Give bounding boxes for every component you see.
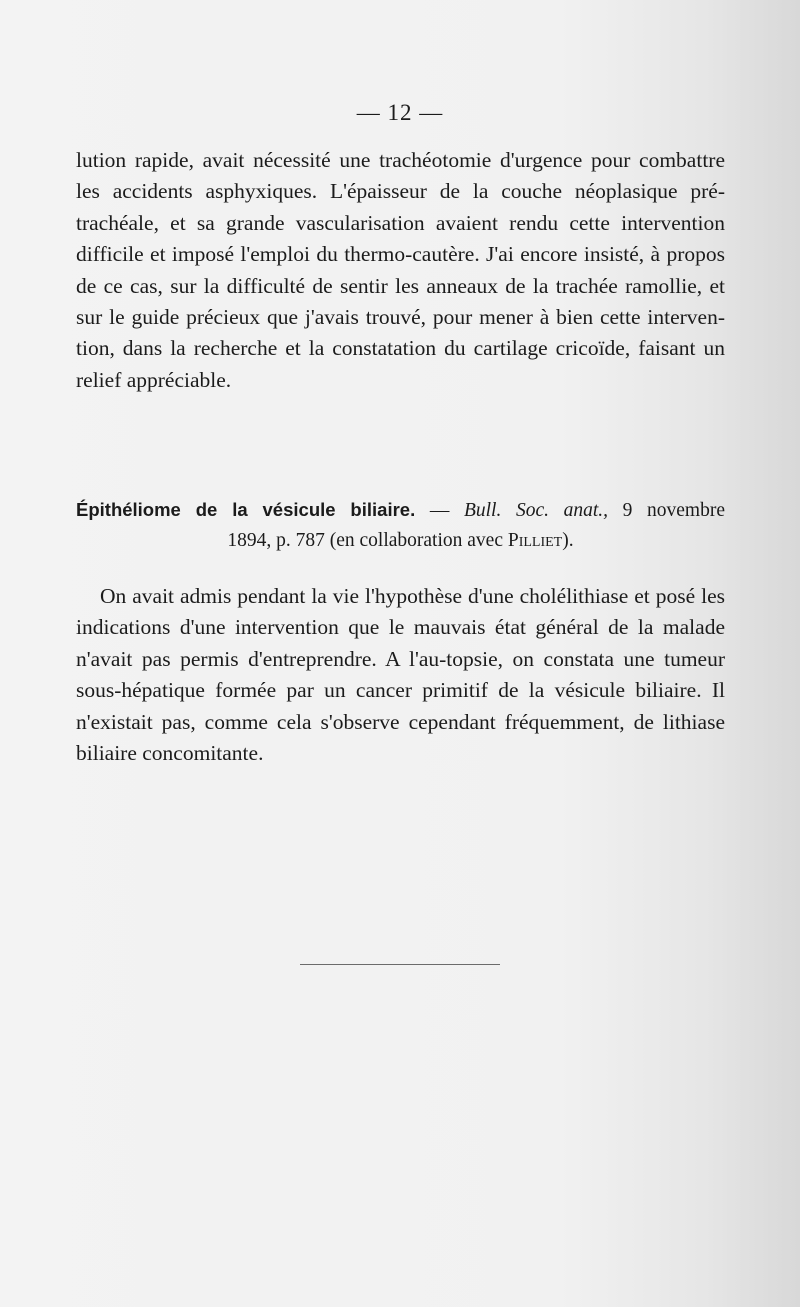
section-title: Épithéliome de la vésicule biliaire.: [76, 499, 416, 520]
citation-date: 9 novembre: [608, 500, 725, 521]
citation-journal: Bull. Soc. anat.,: [463, 500, 609, 521]
separator-rule: [300, 964, 500, 965]
citation-close: ).: [562, 530, 574, 551]
paragraph-2: On avait admis pendant la vie l'hypothèse d'une cholélithiase et posé les indications d'une intervention que le mauvais état général de la malade n'avait pas permis d'entreprendre. A l'au-topsie, on constata une tumeur sous-hépatique formée par un cancer primitif de la vésicule biliaire. Il n'existait pas, comme cela s'observe cependant fréquemment, de lithiase biliaire concomitante.: [76, 584, 725, 766]
paragraph-1: lution rapide, avait nécessité une trachéotomie d'urgence pour combattre les accidents asphyxiques. L'épaisseur de la couche néoplasique pré-trachéale, et sa grande vascularisation avaient rendu cette intervention difficile et imposé l'emploi du thermo-cautère. J'ai encore insisté, à propos de ce cas, sur la difficulté de sentir les anneaux de la trachée ramollie, et sur le guide précieux que j'avais trouvé, pour mener à bien cette interven-tion, dans la recherche et la constatation du cartilage cricoïde, faisant un relief appréciable.: [76, 148, 725, 392]
page-number: — 12 —: [356, 100, 444, 125]
citation-line-2: [76, 525, 725, 556]
citation-dash: —: [415, 500, 464, 521]
citation-reference: 1894, p. 787 (en collaboration avec: [227, 530, 508, 551]
section-heading: [76, 494, 725, 526]
collaborator-name: Pilliet: [507, 530, 563, 551]
